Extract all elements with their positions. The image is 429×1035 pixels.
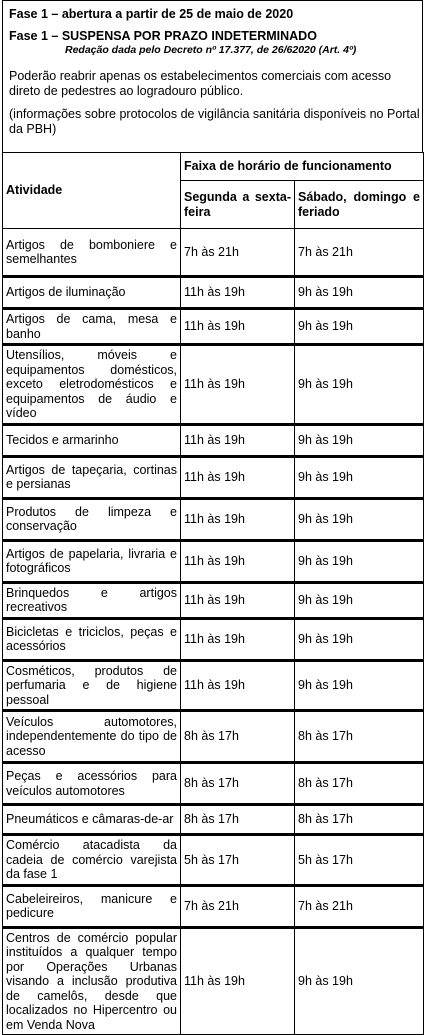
cell-weekday: 11h às 19h [181, 927, 295, 1035]
cell-activity: Artigos de iluminação [3, 277, 181, 309]
table-row [3, 763, 424, 805]
table-body [3, 229, 424, 1035]
cell-weekday: 11h às 19h [181, 498, 295, 540]
table-row [3, 277, 424, 309]
table-row [3, 711, 424, 763]
intro-paragraph: Poderão reabrir apenas os estabelecimentos comerciais com acesso direto de pedestres ao logradouro público. [9, 69, 392, 98]
table-row [3, 456, 424, 498]
header-weekday: Segunda a sexta-feira [181, 181, 295, 229]
table-row [3, 805, 424, 835]
table-row [3, 660, 424, 711]
cell-weekend: 7h às 21h [295, 229, 424, 277]
cell-activity: Artigos de bomboniere e semelhantes [3, 229, 181, 277]
table-row [3, 229, 424, 277]
document-title: Fase 1 – abertura a partir de 25 de maio de 2020 [9, 7, 294, 21]
cell-weekend: 9h às 19h [295, 345, 424, 425]
cell-weekend: 9h às 19h [295, 456, 424, 498]
header-weekend: Sábado, domingo e feriado [295, 181, 424, 229]
cell-weekend: 9h às 19h [295, 424, 424, 456]
cell-activity: Utensílios, móveis e equipamentos domésticos, exceto eletrodomésticos e equipamentos de áudio e vídeo [3, 345, 181, 425]
hours-table [2, 152, 424, 1035]
table-row [3, 345, 424, 425]
cell-weekday: 11h às 19h [181, 660, 295, 711]
cell-weekend: 9h às 19h [295, 660, 424, 711]
cell-activity: Bicicletas e triciclos, peças e acessórios [3, 618, 181, 660]
cell-activity: Comércio atacadista da cadeia de comércio varejista da fase 1 [3, 835, 181, 886]
cell-activity: Centros de comércio popular instituídos a qualquer tempo por Operações Urbanas visando a inclusão produtiva de camelôs, desde que localizados no Hipercentro ou em Venda Nova [3, 927, 181, 1035]
cell-weekend: 8h às 17h [295, 763, 424, 805]
cell-weekend: 7h às 21h [295, 885, 424, 927]
cell-activity: Brinquedos e artigos recreativos [3, 582, 181, 618]
cell-weekday: 11h às 19h [181, 424, 295, 456]
cell-weekday: 8h às 17h [181, 711, 295, 763]
table-row [3, 618, 424, 660]
header-hours-group: Faixa de horário de funcionamento [181, 153, 424, 181]
cell-weekday: 8h às 17h [181, 763, 295, 805]
cell-weekend: 9h às 19h [295, 498, 424, 540]
table-row [3, 582, 424, 618]
cell-weekend: 9h às 19h [295, 582, 424, 618]
decree-note: Redação dada pelo Decreto nº 17.377, de 26/62020 (Art. 4º) [65, 44, 357, 56]
cell-weekday: 5h às 17h [181, 835, 295, 886]
cell-weekend: 9h às 19h [295, 540, 424, 582]
cell-weekend: 9h às 19h [295, 927, 424, 1035]
cell-activity: Tecidos e armarinho [3, 424, 181, 456]
cell-weekday: 11h às 19h [181, 345, 295, 425]
document-subtitle: Fase 1 – SUSPENSA POR PRAZO INDETERMINADO [9, 29, 317, 43]
cell-weekday: 7h às 21h [181, 885, 295, 927]
cell-weekday: 11h às 19h [181, 540, 295, 582]
cell-weekday: 11h às 19h [181, 618, 295, 660]
cell-weekend: 8h às 17h [295, 805, 424, 835]
header-activity: Atividade [3, 153, 181, 229]
table-row [3, 498, 424, 540]
cell-weekend: 9h às 19h [295, 618, 424, 660]
cell-weekend: 9h às 19h [295, 309, 424, 345]
cell-activity: Artigos de cama, mesa e banho [3, 309, 181, 345]
cell-weekday: 11h às 19h [181, 456, 295, 498]
cell-activity: Veículos automotores, independentemente do tipo de acesso [3, 711, 181, 763]
table-row [3, 309, 424, 345]
protocol-note: (informações sobre protocolos de vigilância sanitária disponíveis no Portal da PBH) [9, 107, 420, 136]
header-box [2, 0, 423, 153]
table-row [3, 927, 424, 1035]
cell-weekday: 7h às 21h [181, 229, 295, 277]
cell-activity: Artigos de papelaria, livraria e fotográficos [3, 540, 181, 582]
cell-weekend: 8h às 17h [295, 711, 424, 763]
cell-weekend: 9h às 19h [295, 277, 424, 309]
cell-activity: Cabeleireiros, manicure e pedicure [3, 885, 181, 927]
cell-weekday: 11h às 19h [181, 277, 295, 309]
table-row [3, 885, 424, 927]
cell-weekend: 5h às 17h [295, 835, 424, 886]
table-row [3, 540, 424, 582]
cell-activity: Cosméticos, produtos de perfumaria e de higiene pessoal [3, 660, 181, 711]
cell-activity: Artigos de tapeçaria, cortinas e persianas [3, 456, 181, 498]
table-row [3, 835, 424, 886]
table-row [3, 424, 424, 456]
cell-weekday: 11h às 19h [181, 582, 295, 618]
cell-activity: Produtos de limpeza e conservação [3, 498, 181, 540]
cell-activity: Pneumáticos e câmaras-de-ar [3, 805, 181, 835]
cell-weekday: 11h às 19h [181, 309, 295, 345]
cell-weekday: 8h às 17h [181, 805, 295, 835]
cell-activity: Peças e acessórios para veículos automotores [3, 763, 181, 805]
